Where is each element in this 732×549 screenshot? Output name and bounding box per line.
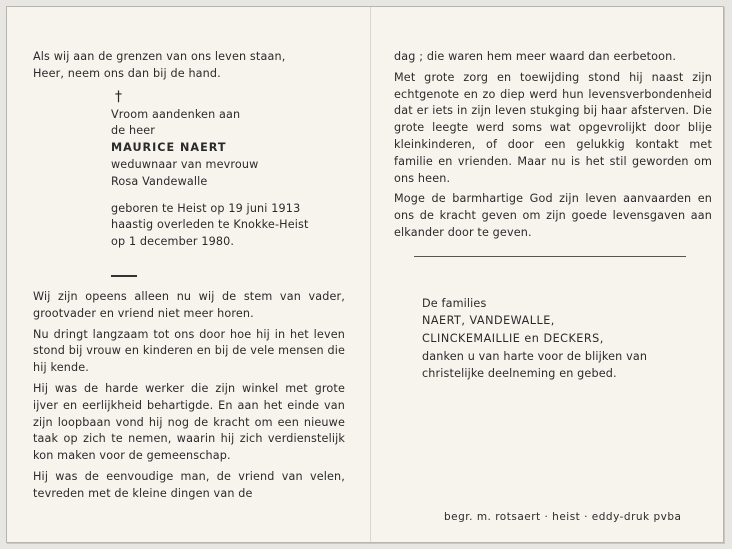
divider-rule	[111, 275, 137, 277]
thanks-line-1: danken u van harte voor de blijken van	[422, 349, 648, 363]
thanks-line-2: christelijke deelneming en gebed.	[422, 367, 617, 381]
right-page	[394, 49, 712, 383]
text-paragraph: Moge de barmhartige God zijn leven aanvaarden en ons de kracht geven om zijn goede levensgaven aan elkander door te geven.	[394, 192, 712, 239]
family-names-1: NAERT, VANDEWALLE,	[422, 314, 555, 328]
text-paragraph: Hij was de harde werker die zijn winkel met grote ijver en eerlijkheid behartigde. En aan het einde van zijn loopbaan vond hij nog de kracht om een nieuwe taak op zich te nemen, waarin hij zich verdienstelijk kon maken voor de gemeenschap.	[33, 381, 345, 463]
cross-icon: †	[115, 88, 123, 105]
memorial-card	[6, 6, 724, 543]
death-place: haastig overleden te Knokke-Heist	[111, 218, 309, 232]
families-heading: De families	[422, 296, 487, 310]
deceased-name: MAURICE NAERT	[111, 141, 227, 155]
memorial-line-2: de heer	[111, 124, 156, 138]
widower-line-1: weduwnaar van mevrouw	[111, 157, 259, 171]
text-paragraph: Wij zijn opeens alleen nu wij de stem van vader, grootvader en vriend niet meer horen.	[33, 289, 345, 320]
intro-line-1: Als wij aan de grenzen van ons leven staan,	[33, 50, 286, 63]
intro-line-2: Heer, neem ons dan bij de hand.	[33, 66, 221, 80]
widower-line-2: Rosa Vandewalle	[111, 174, 208, 188]
death-date: op 1 december 1980.	[111, 235, 235, 249]
text-paragraph: Met grote zorg en toewijding stond hij naast zijn echtgenote en zo diep werd hun levensverbondenheid dat er iets in zijn leven stukging bij haar afsterven. Die grote leegte werd soms wat opgevrolijkt door blije kleinkinderen, of door een gelukkig kontakt met familie en vrienden. Maar nu is het stil geworden om ons heen.	[394, 70, 712, 185]
section-divider	[414, 256, 686, 257]
families-block	[394, 295, 712, 383]
text-paragraph: Hij was de eenvoudige man, de vriend van velen, tevreden met de kleine dingen van de	[33, 469, 345, 500]
printer-credit: begr. m. rotsaert · heist · eddy-druk pvba	[444, 511, 682, 523]
text-paragraph: dag ; die waren hem meer waard dan eerbetoon.	[394, 50, 677, 63]
family-names-2: CLINCKEMAILLIE en DECKERS,	[422, 331, 604, 345]
birth-date: geboren te Heist op 19 juni 1913	[111, 201, 301, 215]
card-fold	[370, 7, 371, 542]
text-paragraph: Nu dringt langzaam tot ons door hoe hij in het leven stond bij vrouw en kinderen en bij de vele mensen die hij kende.	[33, 327, 345, 375]
memorial-line-1: Vroom aandenken aan	[111, 107, 241, 121]
left-page	[33, 49, 345, 507]
